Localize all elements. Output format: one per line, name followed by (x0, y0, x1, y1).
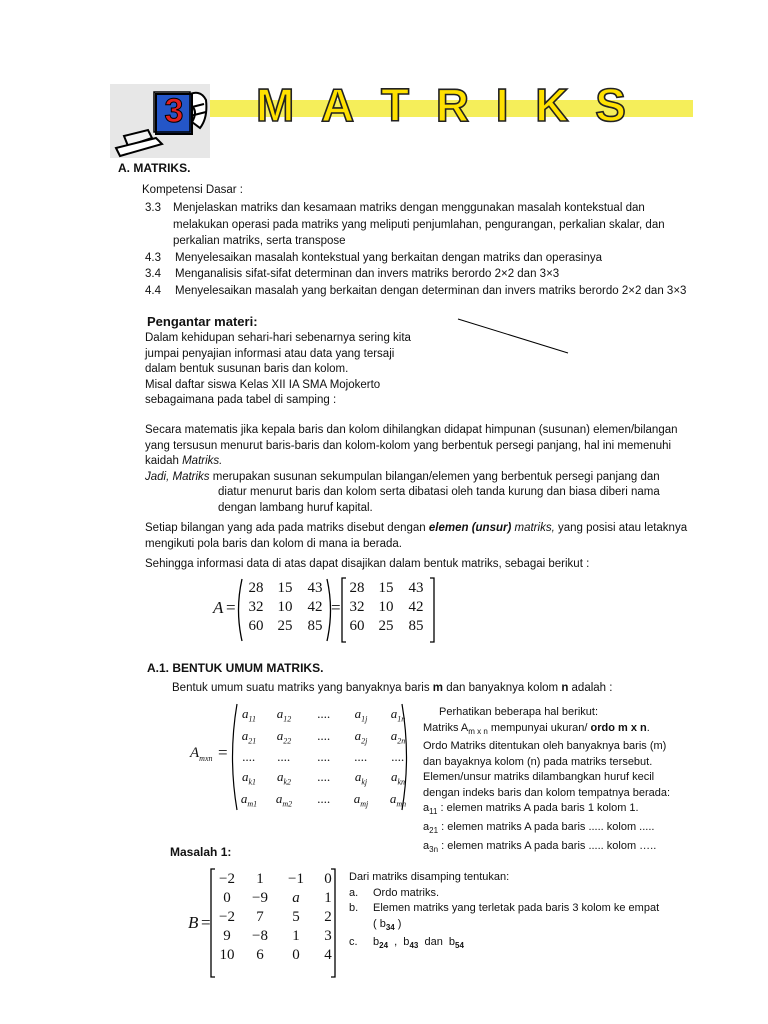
kd-text: Menyelesaikan masalah yang berkaitan dengan determinan dan invers matriks berordo 2×2 dan 3×3 (175, 284, 687, 297)
general-cell (264, 728, 304, 746)
text-span: a (390, 706, 398, 721)
matrix-cell: −2 (219, 909, 235, 925)
text-span: .... (317, 749, 331, 765)
general-cell (344, 706, 378, 724)
text-line (145, 454, 695, 470)
general-cell (234, 749, 264, 765)
text-span: ordo m x n (590, 721, 647, 734)
text-span: 43 (409, 941, 419, 951)
question-text (373, 935, 464, 954)
general-cell (378, 749, 418, 765)
general-cell (304, 728, 344, 746)
text-span: 1n (397, 714, 406, 724)
text-line: Ordo Matriks ditentukan oleh banyaknya baris (m) (423, 740, 667, 753)
matrix-label: A (213, 598, 224, 617)
kd-text: perkalian matriks, serta transpose (173, 235, 346, 247)
general-matrix-label (190, 745, 213, 763)
text-span: a (275, 790, 283, 806)
text-span: ) (394, 917, 402, 930)
equals-sign: = (218, 743, 228, 762)
matrix-cell: −2 (219, 871, 235, 887)
matrix-cell: 25 (378, 618, 394, 634)
pengantar-line: dalam bentuk susunan baris dan kolom. (145, 363, 349, 375)
perhatikan-box (423, 705, 698, 857)
text-span: matriks, (511, 522, 555, 534)
matrix-cell: 3 (324, 928, 332, 944)
text-span: a (390, 727, 398, 743)
matrix-cell: 42 (408, 599, 424, 615)
text-span: adalah : (568, 682, 613, 694)
matrix-label: B (188, 913, 199, 932)
matrix-cell: 0 (223, 890, 231, 906)
general-cell (378, 728, 418, 746)
text-span: Jadi, Matriks (145, 470, 210, 483)
text-span: Bentuk umum suatu matriks yang banyaknya baris (172, 682, 433, 694)
text-line: mengikuti pola baris dan kolom di mana ia berada. (145, 537, 402, 550)
questions-prompt: Dari matriks disamping tentukan: (349, 871, 510, 883)
section-heading: A. MATRIKS. (118, 161, 191, 175)
text-line (145, 521, 705, 537)
text-span: elemen (unsur) (428, 522, 512, 534)
text-span: m1 (247, 799, 258, 809)
matrix-cell: 60 (349, 618, 365, 634)
general-cell (304, 749, 344, 765)
text-span: kj (361, 777, 368, 787)
kd-text: Menganalisis sifat-sifat determinan dan invers matriks berordo 2×2 dan 3×3 (175, 268, 560, 280)
kd-text: Menyelesaikan masalah kontekstual yang berkaitan dengan matriks dan operasinya (175, 251, 603, 264)
general-cell (344, 791, 378, 809)
text-span: 11 (248, 714, 256, 724)
kd-text: melakukan operasi pada matriks yang meliputi penjumlahan, pengurangan, perkalian skalar, dan (173, 218, 665, 231)
matrix-cell: 15 (277, 580, 293, 596)
matrix-cell: 28 (349, 580, 365, 596)
question-number: a. (349, 886, 359, 899)
text-span: .... (317, 790, 331, 806)
text-span: m x n (468, 726, 488, 736)
question-text: Ordo matriks. (373, 886, 440, 899)
title-letter: I (495, 79, 509, 131)
general-cell (264, 769, 304, 787)
matrix-cell: a (292, 890, 300, 906)
masalah-heading: Masalah 1: (170, 845, 232, 859)
general-cell (304, 706, 344, 724)
pengantar-line: Dalam kehidupan sehari-hari sebenarnya sering kita (145, 332, 411, 344)
text-span: a (354, 769, 362, 785)
text-span: ( b (373, 917, 386, 930)
text-span: kn (397, 777, 406, 787)
question-text: Elemen matriks yang terletak pada baris 3 kolom ke empat (373, 902, 660, 914)
text-span: 21 (429, 826, 439, 836)
text-span: a (276, 727, 284, 743)
general-cell (304, 791, 344, 809)
matrix-cell: −8 (252, 928, 268, 944)
matrix-cell: 1 (256, 871, 264, 887)
text-span: Setiap bilangan yang ada pada matriks disebut dengan (145, 522, 429, 534)
text-span: 2n (397, 736, 406, 746)
text-span: 54 (455, 941, 464, 951)
text-span: dan banyaknya kolom (443, 682, 562, 694)
kd-label: Kompetensi Dasar : (142, 184, 243, 196)
matrix-cell: 1 (292, 928, 300, 944)
kd-number: 3.4 (145, 268, 161, 280)
matrix-a-grid (242, 580, 330, 635)
general-cell (234, 791, 264, 809)
text-span: .... (391, 749, 405, 765)
title-letter: A (321, 79, 355, 131)
text-span: a (423, 802, 430, 815)
kd-list (145, 200, 705, 299)
text-line (423, 721, 698, 740)
matrix-cell: 9 (223, 928, 231, 944)
kd-text: Menjelaskan matriks dan kesamaan matriks dengan menggunakan masalah kontekstual dan (173, 202, 645, 214)
matrix-cell: 85 (408, 618, 424, 634)
text-span: yang posisi atau letaknya (554, 522, 688, 534)
text-line: diatur menurut baris dan kolom serta dibatasi oleh tanda kurung dan biasa diberi nama (218, 486, 660, 498)
text-span: Matriks A (423, 721, 469, 734)
matrix-cell: 32 (349, 599, 365, 615)
general-cell (304, 769, 344, 787)
right-paren (400, 702, 410, 812)
text-line: Secara matematis jika kepala baris dan kolom dihilangkan didapat himpunan (susunan) elemen/bilangan (145, 424, 678, 436)
text-span: : elemen matriks A pada baris ..... kolom ….. (438, 839, 657, 852)
text-line: Elemen/unsur matriks dilambangkan huruf kecil (423, 771, 655, 784)
right-bracket (329, 868, 337, 978)
general-cell (264, 706, 304, 724)
general-cell (378, 769, 418, 787)
element-item (423, 820, 698, 839)
text-span: mn (396, 799, 407, 809)
matrix-cell: 4 (324, 947, 332, 963)
text-span: k2 (283, 777, 292, 787)
pengantar-heading: Pengantar materi: (147, 314, 258, 329)
matrix-cell: 85 (307, 618, 323, 634)
text-span: .... (354, 749, 368, 765)
general-cell (264, 749, 304, 765)
pengantar-text (145, 331, 415, 409)
text-span: a (240, 790, 248, 806)
paragraph-elemen (145, 521, 705, 552)
matrix-cell: 32 (248, 599, 264, 615)
question-item (349, 935, 689, 954)
right-bracket (428, 577, 436, 643)
text-span: n (561, 682, 569, 694)
matrix-cell: 42 (307, 599, 323, 615)
text-span: a (389, 790, 397, 806)
text-span: mj (360, 799, 369, 809)
chapter-number: 3 (164, 92, 184, 130)
text-span: .... (242, 749, 256, 765)
general-cell (234, 728, 264, 746)
text-line: dengan lambang huruf kapital. (218, 501, 373, 514)
question-number: b. (349, 902, 359, 914)
matrix-cell: 7 (256, 909, 264, 925)
title-letter: T (381, 79, 410, 131)
matrix-cell: 6 (256, 947, 264, 963)
text-span: mxn (199, 754, 213, 763)
kd-number: 4.4 (145, 284, 161, 297)
paragraph-definition (145, 423, 695, 516)
decorative-line (455, 316, 575, 356)
matrix-a-grid-copy (343, 580, 431, 635)
matrix-cell: 1 (324, 890, 332, 906)
question-item (349, 886, 689, 902)
text-span: : elemen matriks A pada baris 1 kolom 1. (437, 802, 639, 815)
element-item (423, 801, 698, 820)
text-span: Matriks. (182, 455, 223, 467)
text-span: . (646, 721, 650, 734)
general-cell (378, 706, 418, 724)
title-letter: R (435, 79, 470, 131)
matrix-cell: 43 (307, 580, 323, 596)
text-span: a (423, 839, 430, 852)
general-cell (344, 728, 378, 746)
text-span: , b (388, 936, 410, 949)
general-cell (234, 769, 264, 787)
text-span: .... (277, 749, 291, 765)
kd-number: 4.3 (145, 251, 161, 264)
text-span: a (390, 769, 398, 785)
text-line (145, 470, 695, 486)
text-span: k1 (248, 777, 257, 787)
text-span: .... (317, 727, 331, 743)
text-span: 1j (361, 714, 368, 724)
text-line: yang tersusun menurut baris-baris dan kolom-kolom yang berbentuk persegi panjang, hal ini memenuhi (145, 439, 672, 452)
text-span: a (354, 727, 362, 743)
general-cell (234, 706, 264, 724)
pengantar-line: jumpai penyajian informasi atau data yang tersaji (145, 347, 395, 360)
kd-item (145, 266, 705, 283)
text-span: a (241, 769, 249, 785)
text-span: 2j (361, 736, 368, 746)
matrix-cell: 25 (277, 618, 293, 634)
matrix-cell: 0 (324, 871, 332, 887)
matrix-cell: 0 (292, 947, 300, 963)
equals-sign: = (331, 598, 341, 617)
text-span: kaidah (145, 455, 183, 467)
text-span: 11 (429, 807, 438, 817)
text-line: dengan indeks baris dan kolom tempatnya berada: (423, 786, 671, 799)
a1-intro (172, 682, 612, 694)
text-line: dan bayaknya kolom (n) pada matriks tersebut. (423, 755, 653, 768)
matrix-cell: 10 (378, 599, 394, 615)
matrix-cell: 2 (324, 909, 332, 925)
element-item (423, 839, 698, 858)
pengantar-line: sebagaimana pada tabel di samping : (145, 394, 337, 406)
kd-item (145, 283, 705, 300)
text-span: 12 (283, 714, 292, 724)
text-span: dan b (418, 936, 456, 949)
text-span: a (354, 706, 362, 721)
matrix-b-grid (212, 871, 342, 964)
general-matrix-grid (234, 706, 418, 808)
text-span: a (276, 769, 284, 785)
title-letter: K (535, 79, 569, 131)
text-span: A (190, 745, 200, 761)
text-span: m (432, 682, 444, 694)
general-cell (378, 791, 418, 809)
paragraph-sehingga: Sehingga informasi data di atas dapat disajikan dalam bentuk matriks, sebagai berikut : (145, 558, 590, 570)
kd-number: 3.3 (145, 202, 161, 214)
kd-item (145, 250, 705, 267)
text-span: a (423, 820, 430, 833)
title-letter: M (256, 79, 295, 131)
text-line (349, 917, 689, 936)
title-letter: S (595, 79, 626, 131)
text-span: a (276, 706, 284, 721)
text-span: mempunyai ukuran/ (487, 721, 591, 734)
matrix-cell: 10 (219, 947, 235, 963)
matrix-cell: −9 (252, 890, 268, 906)
matrix-cell: 15 (378, 580, 394, 596)
text-span: a (242, 706, 249, 721)
text-span: merupakan susunan sekumpulan bilangan/elemen yang berbentuk persegi panjang dan (209, 470, 660, 483)
text-span: a (353, 790, 361, 806)
equals-sign: = (201, 913, 211, 932)
matrix-cell: 28 (248, 580, 264, 596)
perhatikan-title: Perhatikan beberapa hal berikut: (439, 706, 598, 718)
general-cell (264, 791, 304, 809)
masalah-questions (349, 870, 689, 954)
text-span: .... (317, 769, 331, 785)
general-cell (344, 749, 378, 765)
text-span: a (241, 727, 249, 743)
matrix-cell: 10 (277, 599, 293, 615)
a1-heading: A.1. BENTUK UMUM MATRIKS. (147, 661, 324, 675)
general-cell (344, 769, 378, 787)
text-span: b (373, 936, 380, 949)
equals-sign: = (226, 598, 236, 617)
matrix-cell: 60 (248, 618, 264, 634)
matrix-cell: 5 (292, 909, 300, 925)
text-span: 21 (248, 736, 257, 746)
text-span: 22 (283, 736, 292, 746)
kd-item (145, 200, 705, 250)
text-span: .... (317, 706, 331, 721)
text-span: : elemen matriks A pada baris ..... kolom ..... (438, 820, 655, 833)
matrix-cell: 43 (408, 580, 424, 596)
question-item (349, 901, 689, 917)
page-title (256, 78, 626, 132)
text-span: 24 (379, 941, 389, 951)
text-span: 3n (429, 844, 439, 854)
text-span: 34 (385, 922, 395, 932)
matrix-cell: −1 (288, 871, 304, 887)
pengantar-line: Misal daftar siswa Kelas XII IA SMA Mojokerto (145, 378, 381, 391)
question-number: c. (349, 936, 358, 949)
text-span: m2 (282, 799, 293, 809)
